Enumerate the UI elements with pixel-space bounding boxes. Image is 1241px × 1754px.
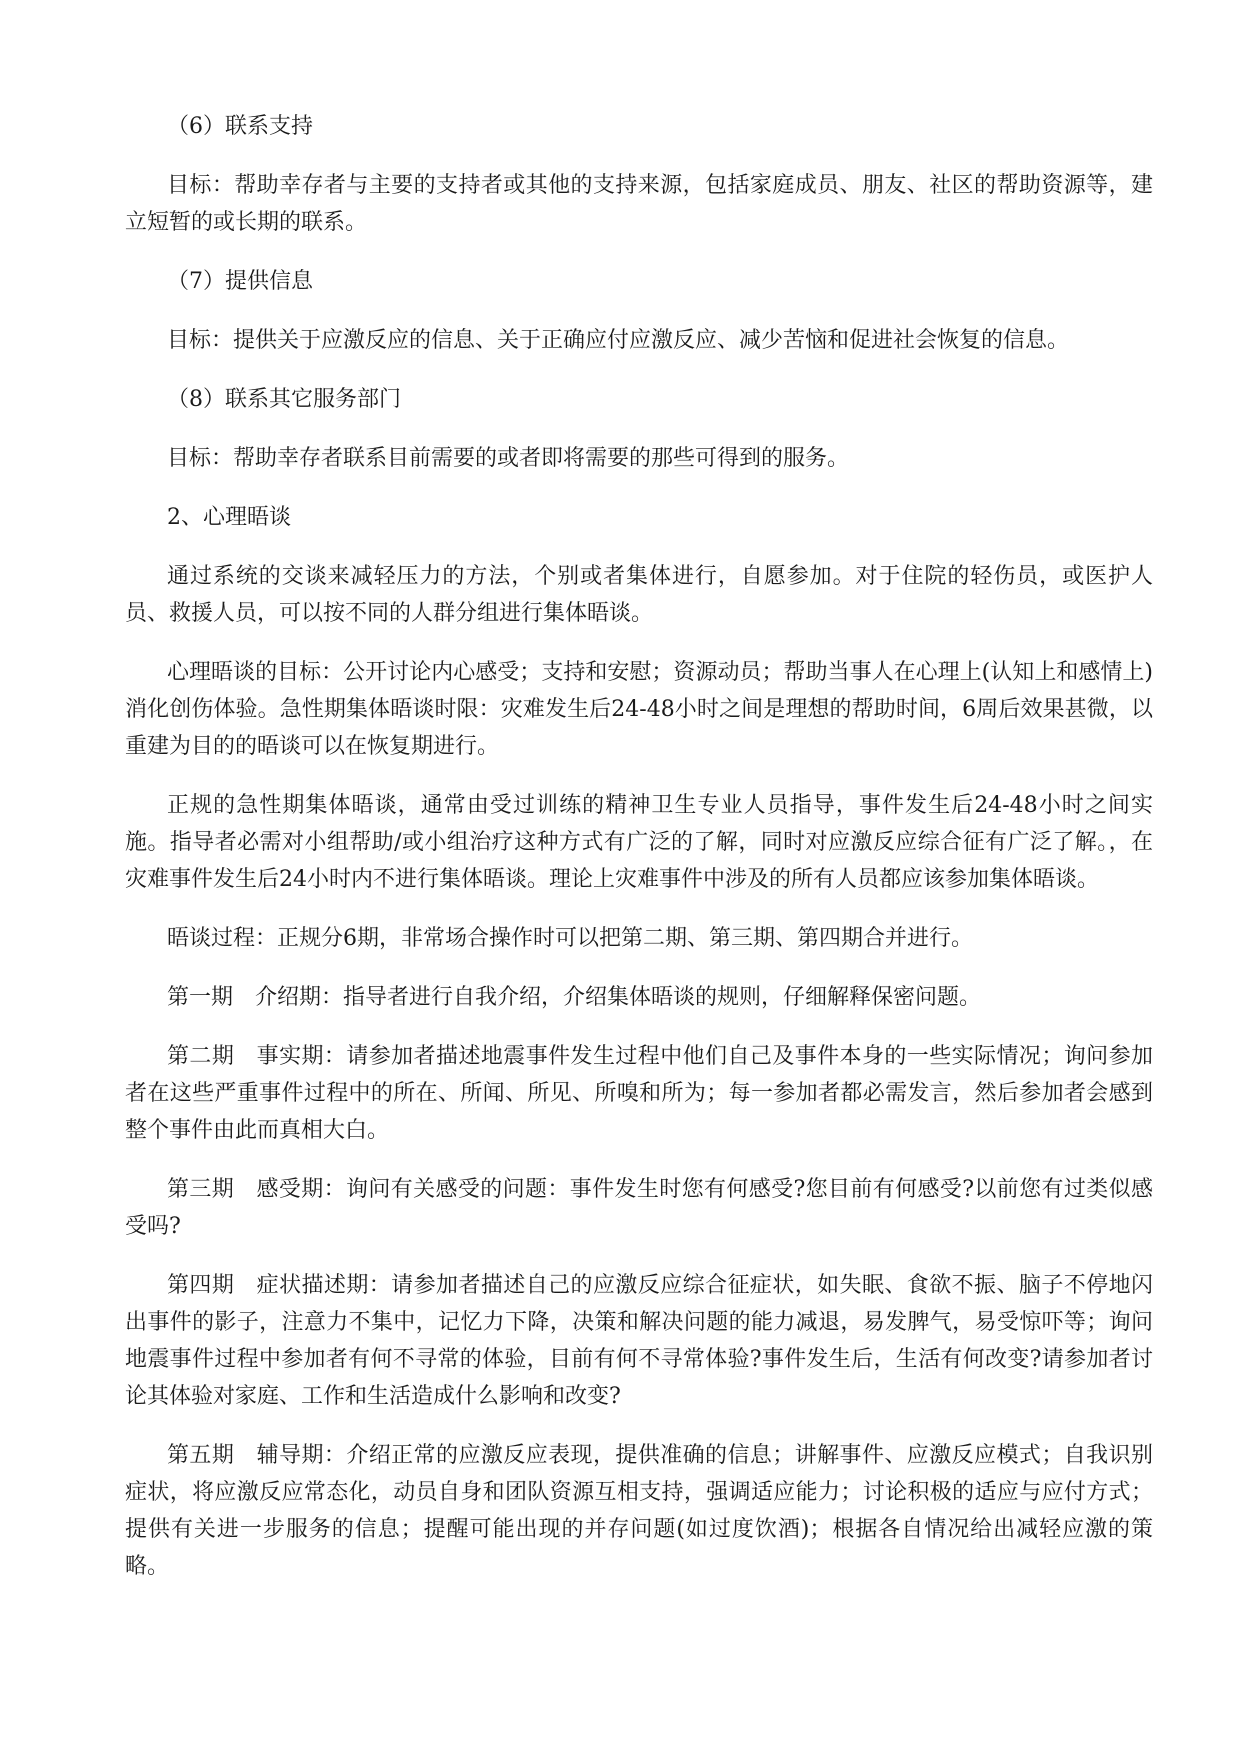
paragraph-phase-3: 第三期 感受期：询问有关感受的问题：事件发生时您有何感受?您目前有何感受?以前您有过类似感受吗? xyxy=(125,1177,1153,1239)
paragraph-phase-5: 第五期 辅导期：介绍正常的应激反应表现，提供准确的信息；讲解事件、应激反应模式；自我识别症状，将应激反应常态化，动员自身和团队资源互相支持，强调适应能力；讨论积极的适应与应付方式；提供有关进一步服务的信息；提醒可能出现的并存问题(如过度饮酒)；根据各自情况给出减轻应激的策略。 xyxy=(125,1443,1153,1579)
paragraph-debriefing-method: 通过系统的交谈来减轻压力的方法，个别或者集体进行，自愿参加。对于住院的轻伤员，或医护人员、救援人员，可以按不同的人群分组进行集体晤谈。 xyxy=(125,564,1153,626)
section-heading-6: （6）联系支持 xyxy=(167,114,313,139)
paragraph-phase-1: 第一期 介绍期：指导者进行自我介绍，介绍集体晤谈的规则，仔细解释保密问题。 xyxy=(167,985,982,1010)
paragraph-phase-2: 第二期 事实期：请参加者描述地震事件发生过程中他们自己及事件本身的一些实际情况；询问参加者在这些严重事件过程中的所在、所闻、所见、所嗅和所为；每一参加者都必需发言，然后参加者会感到整个事件由此而真相大白。 xyxy=(125,1044,1153,1143)
paragraph-acute-debriefing: 正规的急性期集体晤谈，通常由受过训练的精神卫生专业人员指导，事件发生后24-48小时之间实施。指导者必需对小组帮助/或小组治疗这种方式有广泛的了解，同时对应激反应综合征有广泛了解。，在灾难事件发生后24小时内不进行集体晤谈。理论上灾难事件中涉及的所有人员都应该参加集体晤谈。 xyxy=(125,793,1153,892)
section-heading-8: （8）联系其它服务部门 xyxy=(167,387,401,412)
paragraph-goal-7: 目标：提供关于应激反应的信息、关于正确应付应激反应、减少苦恼和促进社会恢复的信息。 xyxy=(167,328,1070,353)
section-heading-7: （7）提供信息 xyxy=(167,269,313,294)
paragraph-phase-4: 第四期 症状描述期：请参加者描述自己的应激反应综合征症状，如失眠、食欲不振、脑子不停地闪出事件的影子，注意力不集中，记忆力下降，决策和解决问题的能力减退，易发脾气，易受惊吓等；询问地震事件过程中参加者有何不寻常的体验，目前有何不寻常体验?事件发生后，生活有何改变?请参加者讨论其体验对家庭、工作和生活造成什么影响和改变? xyxy=(125,1273,1153,1409)
section-heading-2: 2、心理晤谈 xyxy=(167,505,291,530)
paragraph-goal-6: 目标：帮助幸存者与主要的支持者或其他的支持来源，包括家庭成员、朋友、社区的帮助资源等，建立短暂的或长期的联系。 xyxy=(125,173,1153,235)
paragraph-debriefing-process: 晤谈过程：正规分6期，非常场合操作时可以把第二期、第三期、第四期合并进行。 xyxy=(167,926,973,951)
paragraph-debriefing-goals: 心理晤谈的目标：公开讨论内心感受；支持和安慰；资源动员；帮助当事人在心理上(认知上和感情上)消化创伤体验。急性期集体晤谈时限：灾难发生后24-48小时之间是理想的帮助时间，6周后效果甚微，以重建为目的的晤谈可以在恢复期进行。 xyxy=(125,660,1153,759)
paragraph-goal-8: 目标：帮助幸存者联系目前需要的或者即将需要的那些可得到的服务。 xyxy=(167,446,850,471)
